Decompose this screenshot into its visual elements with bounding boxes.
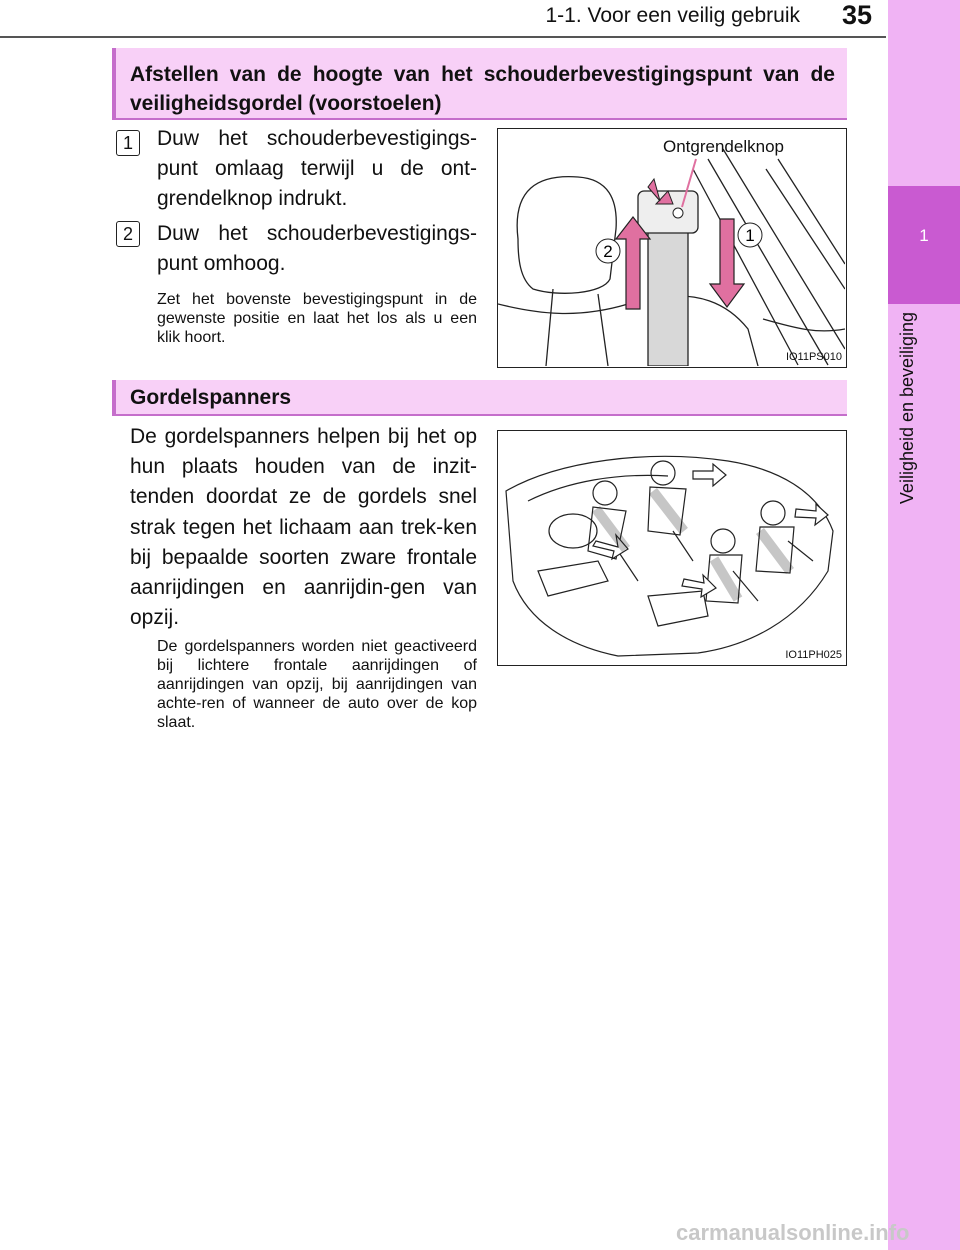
section-header-adjust-height	[112, 48, 847, 120]
step-2-badge: 2	[116, 221, 140, 247]
callout-1: 1	[745, 226, 755, 245]
step-2-text: Duw het schouderbevestigings-punt omhoog.	[157, 222, 477, 275]
page-number: 35	[841, 0, 872, 30]
pretensioner-note: De gordelspanners worden niet geactiveerd bij lichtere frontale aanrijdingen of aanrijdingen van opzij, bij aanrijdingen van achte-ren of wanneer de auto over de kop slaat.	[157, 638, 477, 731]
figure-shoulder-anchor	[497, 128, 847, 368]
step-2-note: Zet het bovenste bevestigingspunt in de gewenste positie en laat het los als u een klik hoort.	[157, 291, 477, 346]
section-header-text: Gordelspanners	[130, 386, 292, 409]
section-title-text: Veiligheid en beveiliging	[897, 311, 917, 505]
figure-code: IO11PH025	[785, 649, 842, 661]
callout-2: 2	[603, 242, 613, 261]
chapter-title: 1-1. Voor een veilig gebruik	[545, 4, 800, 27]
figure-pretensioners	[497, 430, 847, 666]
car-interior-illustration	[498, 431, 845, 664]
section-header-pretensioners	[112, 380, 847, 416]
section-header-rule	[112, 118, 847, 120]
step-1-text: Duw het schouderbevestigings-punt omlaag terwijl u de ont-grendelknop indrukt.	[157, 127, 477, 210]
section-title-vertical	[897, 298, 921, 518]
chapter-tab[interactable]	[888, 186, 960, 304]
section-header-text: Afstellen van de hoogte van het schouderbevestigingspunt van de veiligheidsgordel (voorstoelen)	[130, 63, 835, 115]
section-header-rule	[112, 414, 847, 416]
watermark: carmanualsonline.info	[676, 1220, 910, 1245]
header-rule	[0, 36, 886, 38]
release-button-label: Ontgrendelknop	[663, 137, 784, 156]
step-1-badge: 1	[116, 130, 140, 156]
seat-belt-illustration	[498, 129, 845, 366]
pretensioner-description: De gordelspanners helpen bij het op hun plaats houden van de inzit-tenden doordat ze de gordels snel strak tegen het lichaam aan trek-ken bij bepaalde soorten zware frontale aanrijdingen en aanrijdin-gen van opzij.	[130, 425, 477, 630]
chapter-tab-number: 1	[919, 226, 929, 245]
figure-code: IO11PS010	[785, 351, 842, 363]
